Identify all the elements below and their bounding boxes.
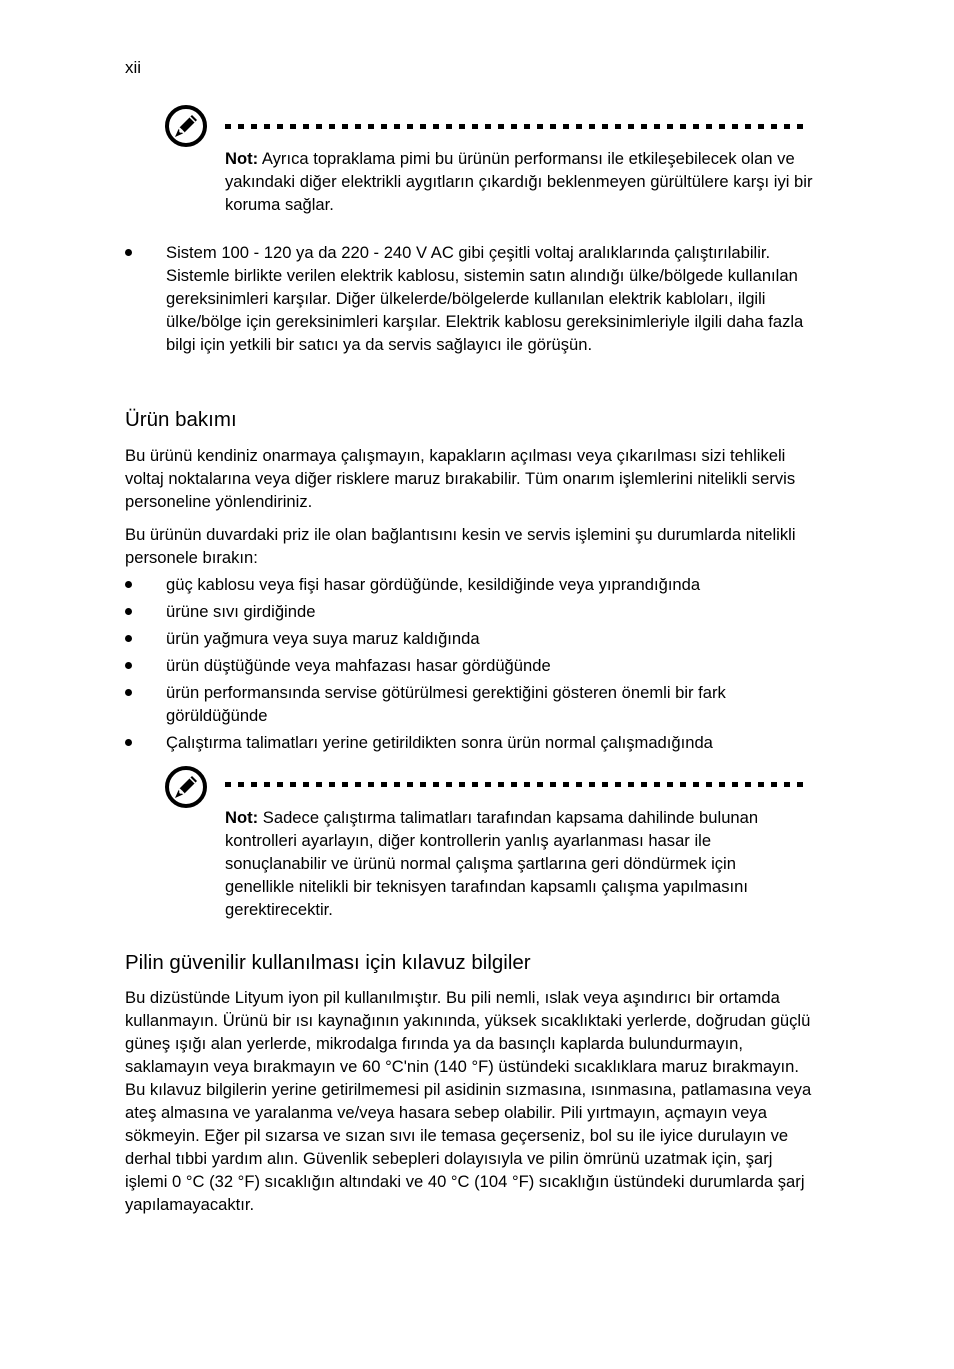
bullet-dot — [125, 249, 132, 256]
section-heading-product-care: Ürün bakımı — [125, 408, 237, 431]
note-1-text — [225, 147, 815, 216]
note-divider-2 — [225, 782, 809, 787]
page-number: xii — [125, 58, 142, 77]
note-icon-2 — [164, 765, 208, 814]
bullet-dot — [125, 689, 132, 696]
bullet-dot — [125, 608, 132, 615]
list-item-text: ürüne sıvı girdiğinde — [166, 602, 316, 621]
section-heading-battery-guidelines: Pilin güvenilir kullanılması için kılavuz bilgiler — [125, 951, 531, 974]
list-item-text: Sistem 100 - 120 ya da 220 - 240 V AC gibi çeşitli voltaj aralıklarında çalıştırılabilir. Sistemle birlikte verilen elektrik kablosu, sistemin satın alındığı ülke/bölgede kullanılan gereksinimleri karşılar. Diğer ülkelerde/bölgelerde kullanılan elektrik kabloları, ilgili ülke/bölge için gereksinimleri karşılar. Elektrik kablosu gereksinimleriyle ilgili daha fazla bilgi için yetkili bir satıcı ya da servis sağlayıcı ile görüşün. — [166, 243, 804, 354]
product-care-paragraph-2: Bu ürünün duvardaki priz ile olan bağlantısını kesin ve servis işlemini şu durumlarda nitelikli personele bırakın: — [125, 525, 796, 567]
note-divider-1 — [225, 124, 809, 129]
list-item — [125, 573, 810, 596]
list-item — [125, 654, 810, 677]
list-item-text: ürün düştüğünde veya mahfazası hasar gördüğünde — [166, 656, 551, 675]
list-item-text: ürün yağmura veya suya maruz kaldığında — [166, 629, 480, 648]
note-icon-1 — [164, 104, 208, 153]
list-item — [125, 681, 810, 727]
list-item-text: güç kablosu veya fişi hasar gördüğünde, kesildiğinde veya yıprandığında — [166, 575, 701, 594]
service-conditions-list — [125, 573, 810, 754]
list-item-text: ürün performansında servise götürülmesi gerektiğini gösteren önemli bir fark görüldüğünde — [166, 683, 726, 725]
bullet-dot — [125, 662, 132, 669]
note-2-body: Sadece çalıştırma talimatları tarafından kapsama dahilinde bulunan kontrolleri ayarlayın, diğer kontrollerin yanlış ayarlanması hasar ile sonuçlanabilir ve ürünü normal çalışma şartlarına geri döndürmek için genellikle nitelikli bir teknisyen tarafından kapsamlı çalışma yapılmasını gerektirecektir. — [225, 808, 759, 919]
note-1-label: Not: — [225, 149, 259, 168]
product-care-paragraph-1: Bu ürünü kendiniz onarmaya çalışmayın, kapakların açılması veya çıkarılması sizi tehlikeli voltaj noktalarına veya diğer risklere maruz bırakabilir. Tüm onarım işlemlerini nitelikli servis personeline yönlendiriniz. — [125, 446, 796, 511]
pen-note-icon — [164, 765, 208, 809]
pen-note-icon — [164, 104, 208, 148]
bullet-dot — [125, 739, 132, 746]
list-item — [125, 731, 810, 754]
list-item — [125, 600, 810, 623]
battery-guidelines-paragraph: Bu dizüstünde Lityum iyon pil kullanılmıştır. Bu pili nemli, ıslak veya aşındırıcı bir ortamda kullanmayın. Ürünü bir ısı kaynağının yakınında, yüksek sıcaklıktaki yerlerde, doğrudan güçlü güneş ışığı alan yerlerde, mikrodalga fırında ya da basınçlı kaplarda bulundurmayın, saklamayın veya bırakmayın ve 60 °C'nin (140 °F) üstündeki sıcaklıklara maruz bırakmayın. Bu kılavuz bilgilerin yerine getirilmemesi pil asidinin sızmasına, ısınmasına, patlamasına veya ateş almasına ve yaralanma ve/veya hasara sebep olabilir. Pili yırtmayın, açmayın veya sökmeyin. Eğer pil sızarsa ve sızan sıvı ile temasa geçerseniz, bol su ile iyice durulayın ve derhal tıbbi yardım alın. Güvenlik sebepleri dolayısıyla ve pilin ömrünü uzatmak için, şarj işlemi 0 °C (32 °F) sıcaklığın altındaki ve 40 °C (104 °F) sıcaklığın üstündeki durumlarda şarj yapılamayacaktır. — [125, 988, 812, 1214]
note-1-body: Ayrıca topraklama pimi bu ürünün performansı ile etkileşebilecek olan ve yakındaki diğer elektrikli aygıtların çıkardığı beklenmeyen gürültülere karşı iyi bir koruma sağlar. — [225, 149, 813, 214]
list-item — [125, 627, 810, 650]
note-2-text — [225, 806, 785, 921]
note-2-label: Not: — [225, 808, 259, 827]
list-item-text: Çalıştırma talimatları yerine getirildikten sonra ürün normal çalışmadığında — [166, 733, 713, 752]
bullet-dot — [125, 581, 132, 588]
list-item — [125, 241, 810, 356]
bullet-dot — [125, 635, 132, 642]
voltage-list — [125, 241, 810, 356]
